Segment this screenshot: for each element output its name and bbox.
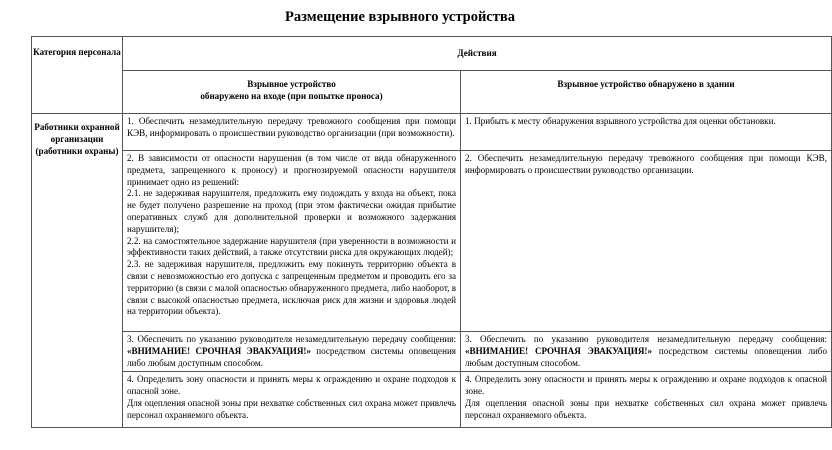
row-4-building [461,372,832,428]
row-3-building-text: 3. Обеспечить по указанию руководителя незамедлительную передачу сообщения: [465,334,827,344]
row-4-entry-p1: 4. Определить зону опасности и принять меры к ограждению и охране подходов к опасной зоне. [127,374,456,397]
row-3-entry [123,332,461,372]
row-4-entry [123,372,461,428]
row-4-entry-p2: Для оцепления опасной зоны при нехватке собственных сил охрана может привлечь персонал охраняемого объекта. [127,397,456,420]
evacuation-message: «ВНИМАНИЕ! СРОЧНАЯ ЭВАКУАЦИЯ!» [465,345,653,356]
row-4-building-p1: 4. Определить зону опасности и принять меры к ограждению и охране подходов к опасной зоне. [465,374,827,397]
row-2-entry-item: 2. В зависимости от опасности нарушения (в том числе от вида обнаруженного предмета, запрещенного к проносу) и прогнозируемой опасности нарушителя принимает одно из решений: [127,153,456,187]
actions-header: Действия [123,37,832,71]
row-1-entry: 1. Обеспечить незамедлительную передачу тревожного сообщения при помощи КЭВ, информировать о происшествии руководство организации (при возможности). [123,114,461,151]
row-3-entry-text-end: посредством системы оповещения либо любым доступным способом. [127,345,456,368]
personnel-category: Работники охранной организации (работники охраны) [32,114,123,428]
row-2-entry [123,151,461,332]
row-3-building-text-end: посредством системы оповещения либо любым доступным способом. [465,345,827,368]
row-3-building [461,332,832,372]
entry-column-header-line2: обнаружено на входе (при попытке проноса) [200,90,383,101]
entry-column-header [123,71,461,114]
entry-column-header-line1: Взрывное устройство [247,79,336,89]
row-1-building: 1. Прибыть к месту обнаружения взрывного устройства для оценки обстановки. [461,114,832,151]
evacuation-message: «ВНИМАНИЕ! СРОЧНАЯ ЭВАКУАЦИЯ!» [127,345,311,356]
row-2-entry-item: 2.3. не задерживая нарушителя, предложить ему покинуть территорию объекта в связи с невозможностью его допуска с запрещенным предметом и проводить его за территорию (в связи с малой опасностью обнаруженного предмета, либо наоборот, в связи с высокой опасностью предмета, исключая риск для жизни и здоровья людей на территории объекта). [127,259,456,317]
actions-table [31,36,832,428]
row-2-entry-item: 2.2. на самостоятельное задержание нарушителя (при уверенности в возможности и эффективности таких действий, а также отсутствии риска для окружающих людей); [127,235,456,258]
building-column-header: Взрывное устройство обнаружено в здании [461,71,832,114]
page-title: Размещение взрывного устройства [285,9,515,25]
row-2-building: 2. Обеспечить незамедлительную передачу тревожного сообщения при помощи КЭВ, информировать о происшествии руководство организации. [461,151,832,332]
row-4-building-p2: Для оцепления опасной зоны при нехватке собственных сил охрана может привлечь персонал охраняемого объекта. [465,397,827,420]
row-3-entry-text: 3. Обеспечить по указанию руководителя незамедлительную передачу сообщения: [127,334,456,344]
row-2-entry-item: 2.1. не задерживая нарушителя, предложить ему подождать у входа на объект, пока не будет получено разрешение на проход (при этом фактически ожидая прибытие оперативных служб для дополнительной проверки и возможного задержания нарушителя); [127,188,456,234]
category-header: Категория персонала [32,37,123,114]
